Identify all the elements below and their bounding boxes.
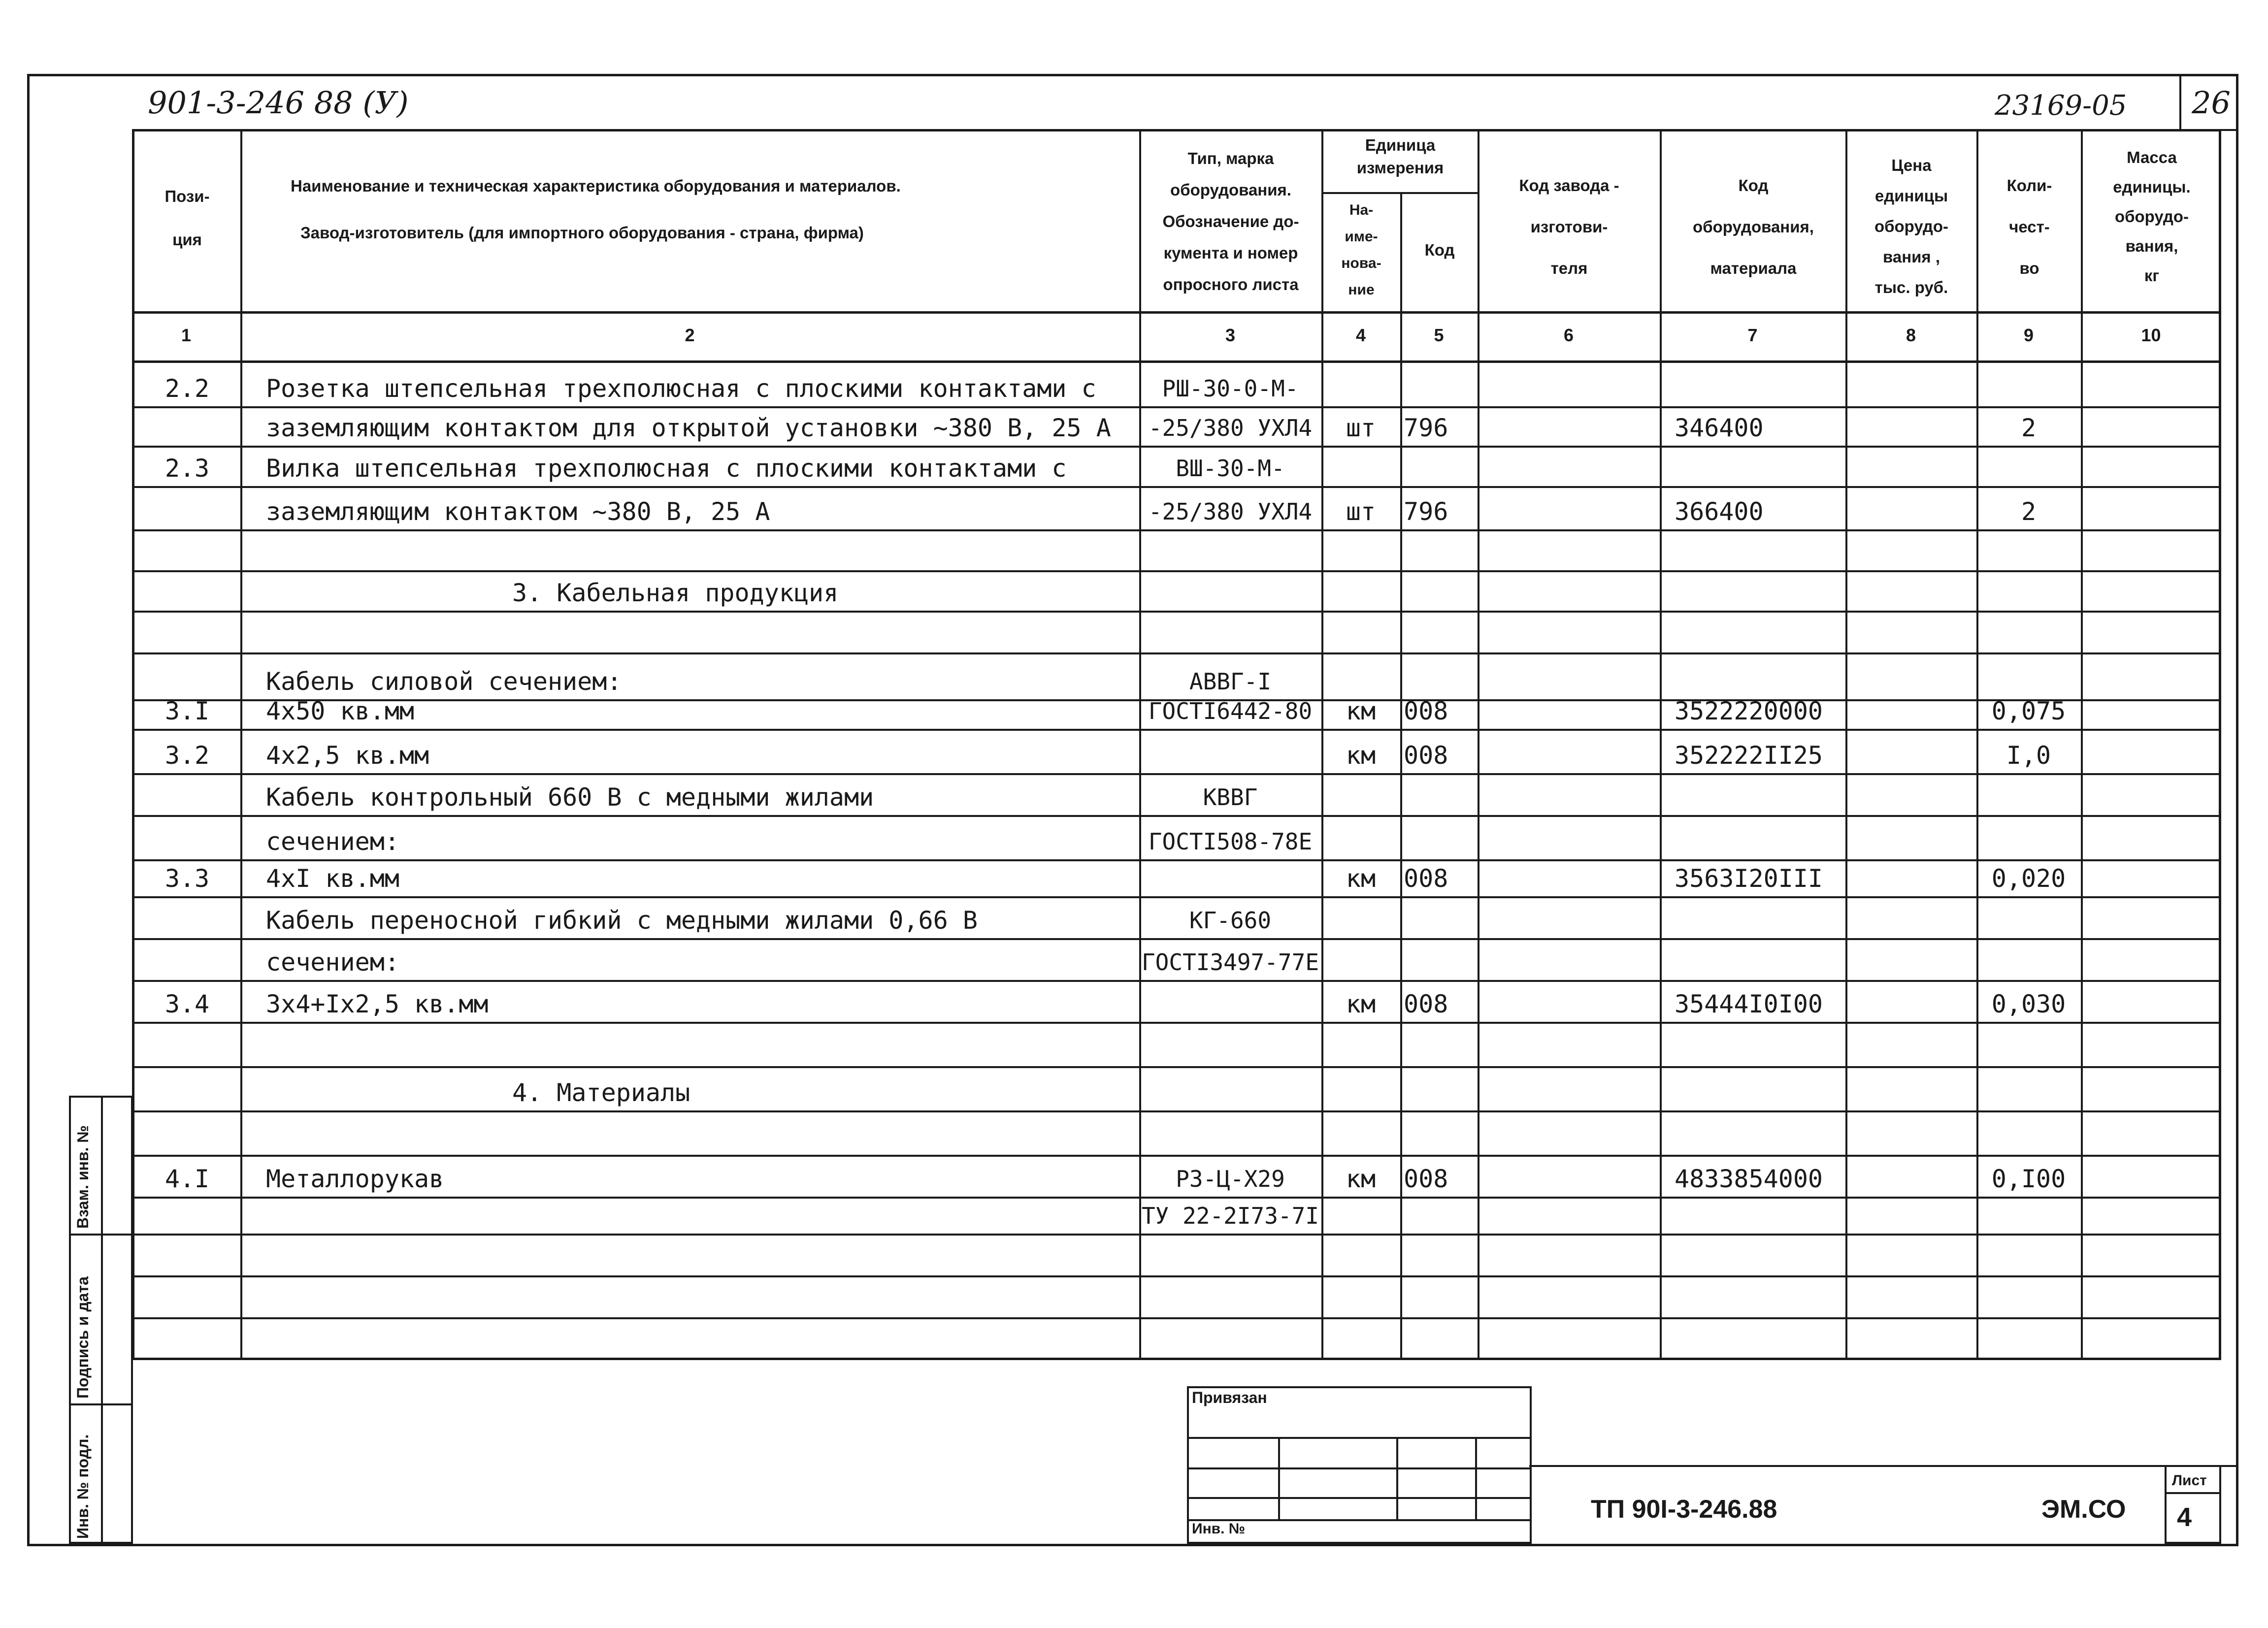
header-unit-name: На- име- нова- ние [1341,202,1381,298]
table-cell-name: 4х2,5 кв.мм [266,741,429,770]
table-cell-type: РШ-30-0-М- [1162,375,1299,402]
row-separator [132,1022,2221,1024]
table-cell-name: 3. Кабельная продукция [512,579,839,607]
col-line-1 [240,129,242,1360]
table-cell-mat: 3563I20III [1675,864,1823,893]
table-cell-code: 008 [1404,1165,1448,1193]
header-unit-group: Единица измерения [1356,136,1444,177]
table-cell-type: -25/380 УХЛ4 [1148,498,1313,525]
table-cell-name: сечением: [266,827,399,856]
table-cell-type: ТУ 22-2I73-7I [1141,1203,1319,1229]
row-separator [132,1197,2221,1199]
table-cell-code: 008 [1404,741,1448,770]
table-cell-name: 4х50 кв.мм [266,697,415,725]
table-cell-code: 796 [1404,497,1448,526]
header-mass: Масса единицы. оборудо- вания, кг [2113,148,2191,285]
table-cell-pos: 3.3 [164,864,210,893]
table-cell-unit: км [1346,864,1376,893]
table-cell-qty: 2 [2021,414,2037,442]
binding-col-3 [1475,1437,1477,1521]
table-cell-pos: 3.2 [164,741,210,770]
row-separator [132,896,2221,898]
row-separator [132,406,2221,408]
binding-inv-label: Инв. № [1192,1521,1246,1537]
sheet-number: 4 [2177,1502,2192,1532]
binding-col-1 [1278,1437,1280,1521]
header-quantity: Коли- чест- во [2006,176,2052,277]
top-left-code: 901-3-246 88 (У) [148,85,409,121]
header-bottom [132,311,2221,314]
header-price: Цена единицы оборудо- вания , тыс. руб. [1874,156,1949,296]
colnum-1: 1 [181,325,192,345]
binding-line-2 [1187,1467,1532,1469]
row-separator [132,859,2221,861]
table-cell-qty: 0,030 [1991,990,2066,1018]
table-cell-unit: шт [1346,414,1376,442]
table-cell-unit: км [1346,1165,1376,1193]
header-unit-code: Код [1424,241,1455,259]
document-mark: ЭМ.СО [2041,1495,2126,1524]
table-cell-name: заземляющим контактом ~380 В, 25 А [266,497,770,526]
table-cell-unit: шт [1346,497,1376,526]
col-line-5 [1478,129,1479,1360]
colnum-2: 2 [685,325,695,345]
table-cell-name: 3х4+Iх2,5 кв.мм [266,990,489,1018]
table-cell-type: ВШ-30-М- [1176,455,1285,482]
table-cell-type: КВВГ [1203,784,1258,811]
table-cell-code: 008 [1404,990,1448,1018]
row-separator [132,1317,2221,1319]
header-name-line1: Наименование и техническая характеристика оборудования и материалов. [291,177,901,195]
table-cell-type: ГОСТI6442-80 [1148,698,1313,724]
colnum-6: 6 [1563,325,1574,345]
table-cell-pos: 4.I [164,1165,210,1193]
row-separator [132,1234,2221,1236]
side-strip-line-2 [69,1403,133,1405]
side-label-vzam: Взам. инв. № [74,1125,92,1229]
row-separator [132,446,2221,448]
row-separator [132,1275,2221,1277]
header-type: Тип, марка оборудования. Обозначение до- кумента и номер опросного листа [1162,149,1299,293]
row-separator [132,773,2221,775]
row-separator [132,815,2221,817]
sheet-number-divider [2165,1492,2221,1494]
colnum-9: 9 [2023,325,2034,345]
col-line-6 [1660,129,1662,1360]
table-cell-qty: 2 [2021,497,2037,526]
col-line-4 [1400,192,1402,1360]
table-cell-unit: км [1346,741,1376,770]
table-cell-mat: 4833854000 [1675,1165,1823,1193]
colnum-3: 3 [1225,325,1236,345]
table-cell-type: ГОСТI3497-77Е [1141,949,1319,976]
colnum-5: 5 [1434,325,1444,345]
corner-divider [2179,74,2181,130]
side-label-podpis: Подпись и дата [74,1276,92,1399]
table-cell-pos: 3.I [164,697,210,725]
col-line-7 [1845,129,1847,1360]
side-label-inv: Инв. № подл. [74,1434,92,1539]
table-cell-name: Металлорукав [266,1165,444,1193]
table-cell-pos: 2.2 [164,374,210,403]
table-cell-type: -25/380 УХЛ4 [1148,415,1313,441]
table-cell-qty: 0,I00 [1991,1165,2066,1193]
top-right-code: 23169-05 [1995,90,2127,122]
row-separator [132,980,2221,982]
table-cell-name: 4. Материалы [512,1078,690,1107]
side-strip-divider [101,1096,103,1544]
row-separator [132,611,2221,613]
row-separator [132,529,2221,531]
table-cell-name: Кабель силовой сечением: [266,667,622,696]
header-factory-code: Код завода - изготови- теля [1519,176,1619,277]
binding-line-1 [1187,1437,1532,1439]
binding-col-2 [1396,1437,1398,1521]
table-cell-mat: 366400 [1675,497,1764,526]
table-cell-name: Кабель контрольный 660 В с медными жилами [266,783,874,812]
table-cell-type: ГОСТI508-78Е [1148,828,1313,855]
table-cell-unit: км [1346,697,1376,725]
table-cell-mat: 3522220000 [1675,697,1823,725]
colnum-8: 8 [1906,325,1916,345]
row-separator [132,1155,2221,1157]
row-separator [132,938,2221,940]
table-cell-qty: I,0 [2006,741,2051,770]
table-cell-name: 4хI кв.мм [266,864,399,893]
table-cell-type: Р3-Ц-Х29 [1176,1166,1285,1192]
table-cell-type: АВВГ-I [1189,668,1272,695]
header-material-code: Код оборудования, материала [1693,176,1814,277]
row-separator [132,729,2221,731]
row-separator [132,486,2221,488]
row-separator [132,652,2221,654]
table-cell-mat: 352222II25 [1675,741,1823,770]
table-cell-name: Розетка штепсельная трехполюсная с плоскими контактами с [266,374,1096,403]
table-cell-name: заземляющим контактом для открытой установки ~380 В, 25 А [266,414,1111,442]
row-separator [132,570,2221,572]
table-cell-code: 796 [1404,414,1448,442]
title-block-top [1529,1465,2238,1467]
header-name-line2: Завод-изготовитель (для импортного оборудования - страна, фирма) [300,224,864,242]
header-position: Пози- ция [164,187,210,249]
numbers-bottom [132,360,2221,363]
table-cell-mat: 35444I0I00 [1675,990,1823,1018]
binding-stamp-title: Привязан [1192,1389,1267,1406]
colnum-7: 7 [1747,325,1758,345]
table-cell-qty: 0,020 [1991,864,2066,893]
row-separator [132,1066,2221,1068]
table-cell-code: 008 [1404,864,1448,893]
table-cell-mat: 346400 [1675,414,1764,442]
side-strip-line-1 [69,1234,133,1236]
table-cell-name: Вилка штепсельная трехполюсная с плоскими контактами с [266,454,1067,483]
colnum-10: 10 [2141,325,2161,345]
unit-group-line [1321,192,1478,194]
binding-line-3 [1187,1497,1532,1499]
sheet-label: Лист [2172,1472,2207,1489]
table-cell-pos: 2.3 [164,454,210,483]
table-cell-pos: 3.4 [164,990,210,1018]
table-cell-type: КГ-660 [1189,907,1272,934]
colnum-4: 4 [1355,325,1366,345]
table-cell-name: сечением: [266,948,399,977]
col-line-9 [2081,129,2083,1360]
table-cell-qty: 0,075 [1991,697,2066,725]
table-cell-name: Кабель переносной гибкий с медными жилами 0,66 В [266,906,978,935]
table-cell-code: 008 [1404,697,1448,725]
sheet-corner-number: 26 [2192,85,2231,121]
document-code: ТП 90I-3-246.88 [1591,1495,1777,1524]
row-separator [132,1110,2221,1112]
table-cell-unit: км [1346,990,1376,1018]
